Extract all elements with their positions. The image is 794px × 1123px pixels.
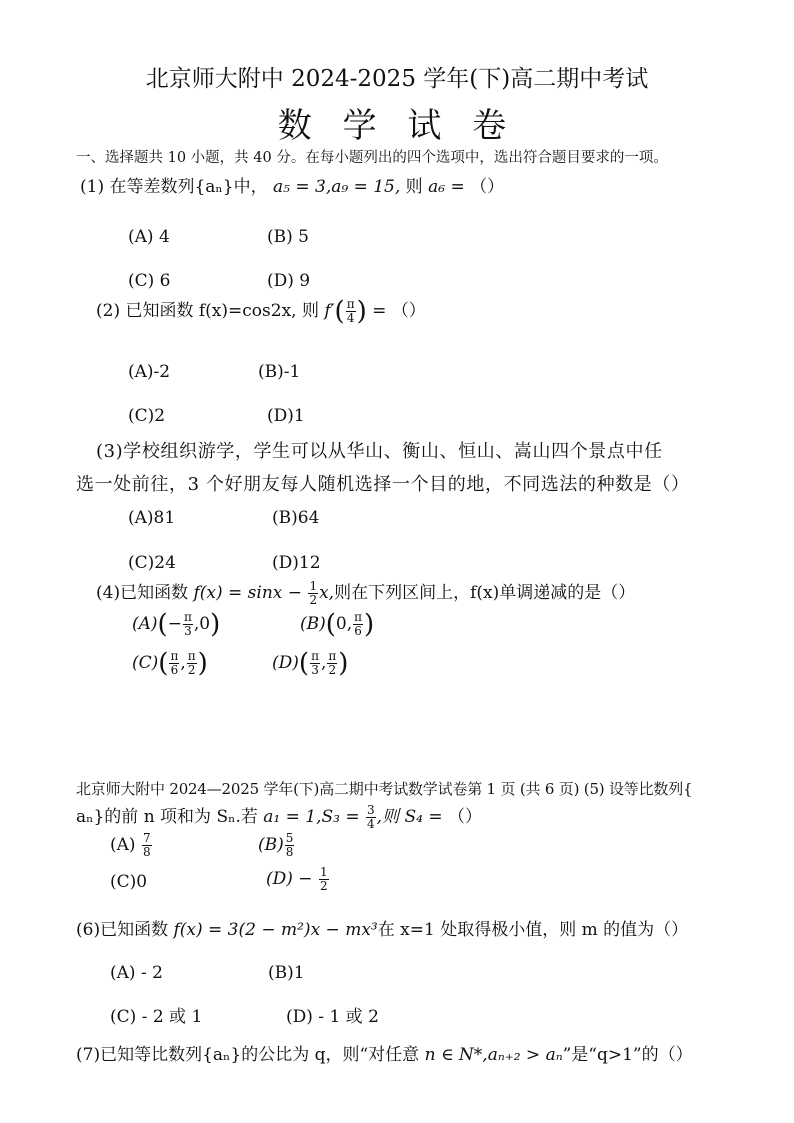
q5-option-d — [266, 866, 330, 893]
q4-option-a: (A)(− $\frac{\pi}{3}$ ,0) — [132, 609, 221, 640]
q4-d-den2: 2 — [328, 663, 337, 677]
q4-prefix: (4)已知函数 — [96, 583, 194, 603]
q1-prefix: (1) 在等差数列{aₙ}中， — [80, 177, 268, 197]
q4-b-label: (B) — [300, 614, 326, 634]
q2-frac-num: π — [346, 297, 355, 311]
q6-option-c: (C) - 2 或 1 — [110, 1007, 203, 1027]
page-title: 北京师大附中 2024-2025 学年(下)高二期中考试 — [145, 66, 649, 92]
q5-condition: a₁ = 1,S₃ = — [263, 807, 366, 827]
q4-c-num1: π — [170, 649, 179, 663]
question-3-line-2: 选一处前往，3 个好朋友每人随机选择一个目的地，不同选法的种数是（） — [76, 474, 690, 495]
q4-c-num2: π — [187, 649, 196, 663]
q2-prefix: (2) 已知函数 f(x)=cos2x, 则 — [96, 301, 325, 321]
q6-option-b: (B)1 — [268, 963, 305, 983]
q4-a-num: π — [183, 610, 192, 624]
section-heading: 一、选择题共 10 小题，共 40 分。在每小题列出的四个选项中，选出符合题目要求的一项。 — [76, 150, 668, 166]
q2-bracket: （） — [391, 301, 426, 321]
q3-option-c: (C)24 — [128, 553, 176, 573]
question-1 — [80, 172, 504, 197]
question-6 — [76, 915, 688, 940]
question-5 — [76, 802, 482, 831]
q4-c-label: (C) — [132, 653, 159, 673]
q3-option-b: (B)64 — [272, 508, 320, 528]
q2-frac-den: 4 — [346, 311, 355, 325]
q2-option-b: (B)-1 — [258, 362, 301, 382]
q4-a-den: 3 — [184, 624, 192, 638]
q7-condition: n ∈ N*,aₙ₊₂ > aₙ — [424, 1045, 563, 1065]
q4-option-b: (B)(0, $\frac{\pi}{6}$ ) — [300, 609, 375, 640]
page-footer: 北京师大附中 2024—2025 学年(下)高二期中考试数学试卷第 1 页 (共 6 页) (5) 设等比数列{ — [76, 780, 693, 798]
q2-derivative: f′ — [324, 301, 335, 321]
q4-c-den1: 6 — [170, 663, 179, 677]
q5-a-den: 8 — [142, 845, 151, 859]
q5-b-num: 5 — [285, 831, 294, 845]
q4-option-c: (C)( $\frac{\pi}{6}$ , $\frac{\pi}{2}$ ) — [132, 648, 208, 679]
q6-prefix: (6)已知函数 — [76, 920, 174, 940]
q4-d-label: (D) — [272, 653, 299, 673]
q1-mid: 则 — [400, 177, 429, 197]
q3-option-d: (D)12 — [272, 553, 321, 573]
q6-option-a: (A) - 2 — [110, 963, 163, 983]
q4-b-den: 6 — [354, 624, 362, 638]
q7-prefix: (7)已知等比数列{aₙ}的公比为 q，则“对任意 — [76, 1045, 425, 1065]
q2-option-d: (D)1 — [267, 406, 305, 426]
q4-d-den1: 3 — [311, 663, 319, 677]
q5-a-num: 7 — [142, 831, 151, 845]
question-3-line-1: (3)学校组织游学，学生可以从华山、衡山、恒山、嵩山四个景点中任 — [96, 441, 663, 462]
q4-function: f(x) = sinx − — [193, 583, 308, 603]
q4-d-num1: π — [311, 649, 319, 663]
q2-option-a: (A)-2 — [128, 362, 171, 382]
q1-ask: a₆ = — [428, 177, 465, 197]
q5-option-c: (C)0 — [110, 872, 148, 892]
q5-d-num: 1 — [319, 865, 328, 879]
q5-d-den: 2 — [319, 879, 328, 893]
q1-option-c: (C) 6 — [128, 271, 171, 291]
q5-option-a — [110, 832, 153, 859]
q4-a-label: (A) — [132, 614, 158, 634]
q7-rest: ”是“q>1”的（） — [562, 1045, 693, 1065]
q4-frac-den: 2 — [309, 593, 318, 607]
q4-d-num2: π — [328, 649, 337, 663]
exam-subtitle: 数 学 试 卷 — [277, 106, 517, 146]
q4-c-den2: 2 — [187, 663, 196, 677]
q4-b-left: 0, — [335, 614, 353, 634]
q6-function: f(x) = 3(2 − m²)x − mx³ — [173, 920, 378, 940]
q5-option-b — [258, 832, 295, 859]
q1-bracket: （） — [464, 177, 505, 197]
q5-bracket: （） — [447, 807, 482, 827]
q5-prefix: aₙ}的前 n 项和为 Sₙ.若 — [76, 807, 264, 827]
question-7 — [76, 1040, 693, 1065]
q5-frac-num: 3 — [367, 803, 375, 817]
q4-frac-num: 1 — [309, 579, 318, 593]
q3-option-a: (A)81 — [128, 508, 176, 528]
q6-option-d: (D) - 1 或 2 — [286, 1007, 379, 1027]
q2-option-c: (C)2 — [128, 406, 166, 426]
question-2: (2) 已知函数 f(x)=cos2x, 则 f′( $\frac{\pi}{4}$ ) = （） — [96, 296, 426, 327]
q5-a-label: (A) — [110, 835, 141, 855]
q2-eq: = — [366, 301, 392, 321]
q1-condition: a₅ = 3,a₉ = 15, — [273, 177, 401, 197]
q4-b-num: π — [354, 610, 363, 624]
q1-option-d: (D) 9 — [267, 271, 311, 291]
q5-b-label: (B) — [258, 835, 284, 855]
q5-d-label: (D) − — [266, 869, 318, 889]
q1-option-a: (A) 4 — [128, 227, 170, 247]
q5-b-den: 8 — [285, 845, 294, 859]
q4-rest: 则在下列区间上，f(x)单调递减的是（） — [334, 583, 636, 603]
q6-rest: 在 x=1 处取得极小值，则 m 的值为（） — [377, 920, 689, 940]
question-4 — [96, 578, 635, 607]
q1-option-b: (B) 5 — [267, 227, 309, 247]
q4-a-minus: − — [167, 614, 182, 634]
q4-x: x, — [319, 583, 335, 603]
q5-ask: ,则 S₄ = — [376, 807, 448, 827]
q5-frac-den: 4 — [367, 817, 375, 831]
q4-a-right: ,0 — [193, 614, 211, 634]
q4-option-d: (D)( $\frac{\pi}{3}$ , $\frac{\pi}{2}$ ) — [272, 648, 349, 679]
